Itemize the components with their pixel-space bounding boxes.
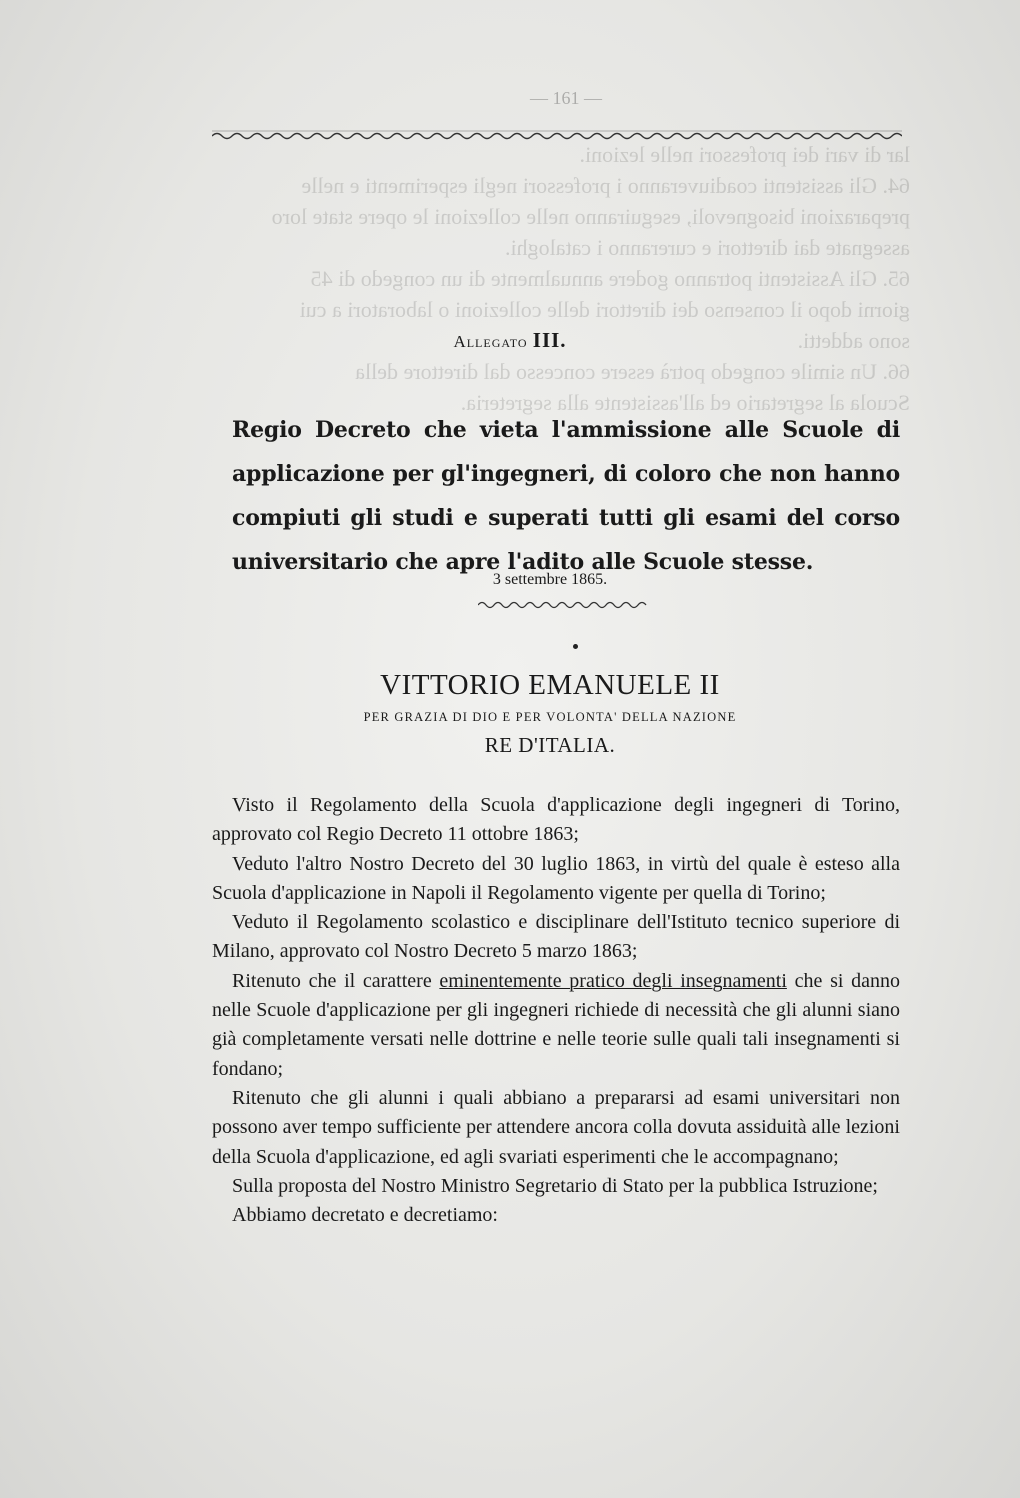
- decree-body: [212, 791, 900, 1230]
- paragraph-text: che si danno nelle Scuole d'applicazione per gli ingegneri richiede di necessità che gli alunni siano già completamente versati nelle dottrine e nelle teorie sulle quali tali insegnamenti si fondano;: [212, 969, 900, 1080]
- paragraph-text: Veduto l'altro Nostro Decreto del 30 luglio 1863, in virtù del quale è esteso alla Scuola d'applicazione in Napoli il Regolamento vigente per quella di Torino;: [212, 852, 900, 904]
- paragraph: [212, 908, 900, 967]
- bleed-line: 65. Gli Assistenti potranno godere annualmente di un congedo di 45: [310, 266, 910, 291]
- bleed-line: preparazioni bisognevoli, eseguiranno nelle collezioni le opere state loro: [271, 204, 910, 229]
- annex-label: Allegato: [453, 332, 528, 351]
- king-title: RE D'ITALIA.: [484, 733, 616, 757]
- paragraph: [212, 967, 900, 1084]
- ornament-dot: [573, 644, 578, 649]
- bleed-line: sono addetti.: [797, 328, 910, 353]
- annex-number: III.: [532, 328, 567, 352]
- decree-title: Regio Decreto che vieta l'ammissione alle Scuole di applicazione per gl'ingegneri, di coloro che non hanno compiuti gli studi e superati tutti gli esami del corso universitario che apre l'adito alle Scuole stesse.: [232, 417, 900, 575]
- page-number: — 161 —: [530, 88, 602, 108]
- wavy-separator: [478, 598, 648, 612]
- paragraph-text: Abbiamo decretato e decretiamo:: [232, 1204, 498, 1227]
- decree-date: 3 settembre 1865.: [492, 571, 608, 588]
- underlined-phrase: eminentemente pratico degli insegnamenti: [439, 969, 787, 992]
- king-name: VITTORIO EMANUELE II: [380, 669, 720, 701]
- paragraph: [212, 850, 900, 909]
- paragraph-text: Ritenuto che gli alunni i quali abbiano a prepararsi ad esami universitari non possono aver tempo sufficiente per attendere ancora colla dovuta assiduità alle lezioni della Scuola d'applicazione, ed agli svariati esperimenti che le accompagnano;: [212, 1086, 900, 1168]
- bleed-line: lar di vari dei professori nelle lezioni.: [579, 142, 910, 167]
- bleed-through-text: [210, 140, 910, 419]
- annex-heading: [0, 328, 1020, 353]
- top-wavy-rule: [212, 128, 902, 144]
- paragraph: [212, 1201, 900, 1230]
- bleed-line: giorni dopo il consenso dei direttori delle collezioni o laboratori a cui: [299, 297, 910, 322]
- paragraph-text: Visto il Regolamento della Scuola d'applicazione degli ingegneri di Torino, approvato col Regio Decreto 11 ottobre 1863;: [212, 794, 900, 846]
- paragraph: [212, 791, 900, 850]
- bleed-line: 64. Gli assistenti coadiuveranno i professori negli esperimenti e nelle: [301, 173, 910, 198]
- grace-line: PER GRAZIA DI DIO E PER VOLONTA' DELLA NAZIONE: [363, 710, 737, 724]
- paragraph-text: Veduto il Regolamento scolastico e disciplinare dell'Istituto tecnico superiore di Milano, approvato col Nostro Decreto 5 marzo 1863;: [212, 911, 900, 963]
- bleed-line: 66. Un simile congedo potrà essere concesso dal direttore della: [355, 359, 910, 384]
- paragraph-text: Ritenuto che il carattere: [232, 969, 440, 992]
- paragraph: [212, 1172, 900, 1201]
- paragraph: [212, 1084, 900, 1172]
- bleed-line: assegnate dai direttori e cureranno i cataloghi.: [505, 235, 910, 260]
- bleed-line: Scuola al segretario ed all'assistente alla segreteria.: [460, 390, 910, 415]
- paragraph-text: Sulla proposta del Nostro Ministro Segretario di Stato per la pubblica Istruzione;: [232, 1174, 878, 1197]
